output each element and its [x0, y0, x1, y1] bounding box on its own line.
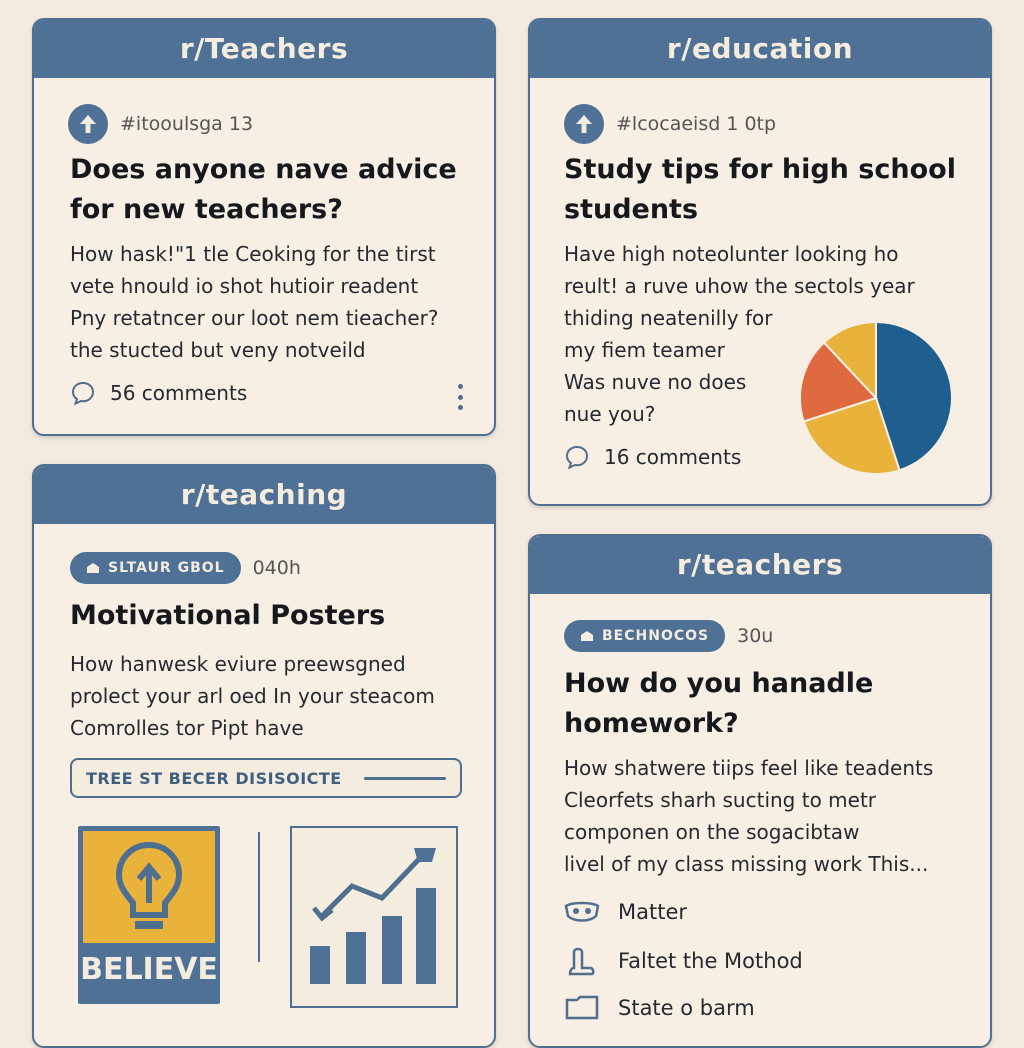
flair-icon [86, 562, 100, 574]
post-card-teaching[interactable] [32, 464, 496, 1048]
poster-label: BELIEVE [80, 952, 218, 987]
comments-count: 16 comments [604, 445, 742, 469]
flair-badge[interactable] [70, 552, 241, 584]
list-item[interactable] [564, 946, 803, 976]
input-field-label: TREE ST BECER DISISOICTE [86, 768, 342, 788]
post-body-line: my fiem teamer [564, 338, 725, 362]
more-options-icon[interactable] [457, 384, 463, 410]
post-meta [70, 552, 301, 584]
comment-bubble-icon [564, 444, 590, 470]
post-body-line: Was nuve no does [564, 370, 747, 394]
post-meta-text: #lcocaeisd 1 0tp [616, 113, 777, 135]
post-title[interactable]: Motivational Posters [70, 600, 386, 631]
list-item-label: State o barm [618, 996, 755, 1020]
post-title-line: students [564, 194, 699, 225]
post-title[interactable] [564, 664, 873, 744]
list-item[interactable] [564, 900, 687, 924]
post-card-teachers[interactable] [32, 18, 496, 436]
upvote-icon[interactable] [564, 104, 604, 144]
subreddit-header[interactable]: r/teachers [530, 536, 990, 594]
comments-link[interactable] [564, 444, 741, 470]
post-body-line: Have high noteolunter looking ho [564, 242, 899, 266]
folder-icon [564, 994, 600, 1022]
post-body-line: componen on the sogacibtaw [564, 820, 860, 844]
lightbulb-icon [83, 831, 215, 943]
post-body-line: Comrolles tor Pipt have [70, 716, 304, 740]
comments-link[interactable] [70, 380, 247, 406]
flair-label: BECHNOCOS [602, 628, 710, 644]
comments-count: 56 comments [110, 381, 248, 405]
post-body-line: reult! a ruve uhow the sectols year [564, 274, 915, 298]
subreddit-header[interactable]: r/Teachers [34, 20, 494, 78]
post-meta [68, 104, 253, 144]
comment-bubble-icon [70, 380, 96, 406]
post-body [70, 238, 438, 366]
believe-poster[interactable] [78, 826, 220, 1004]
post-title-line: How do you hanadle [564, 668, 874, 699]
subreddit-header[interactable]: r/education [530, 20, 990, 78]
divider [258, 832, 260, 962]
post-body-line: How hask!"1 tle Ceoking for the tirst [70, 242, 436, 266]
post-body-line: Cleorfets sharh sucting to metr [564, 788, 877, 812]
list-item[interactable] [564, 994, 755, 1022]
flair-icon [580, 630, 594, 642]
growth-chart-icon [292, 828, 456, 1006]
input-field[interactable] [70, 758, 462, 798]
post-body-line: prolect your arl oed In your steacom [70, 684, 435, 708]
post-meta-text: 30u [737, 625, 774, 647]
flair-badge[interactable] [564, 620, 725, 652]
post-card-teachers-lower[interactable] [528, 534, 992, 1048]
post-meta-text: 040h [252, 557, 301, 579]
mask-icon [564, 900, 600, 924]
post-body-line: How shatwere tiips feel like teadents [564, 756, 934, 780]
post-body [70, 648, 435, 744]
list-item-label: Faltet the Mothod [618, 949, 803, 973]
post-title-line: homework? [564, 708, 739, 739]
flair-label: SLTAUR GBOL [108, 560, 225, 576]
post-title-line: Study tips for high school [564, 154, 956, 185]
input-field-line [364, 777, 446, 780]
post-meta [564, 620, 773, 652]
post-body-line: How hanwesk eviure preewsgned [70, 652, 406, 676]
list-item-label: Matter [618, 900, 688, 924]
post-title-line: for new teachers? [70, 194, 343, 225]
upvote-icon[interactable] [68, 104, 108, 144]
post-body-line: thiding neatenilly for [564, 306, 773, 330]
post-body [564, 752, 933, 880]
post-body-line: vete hnould io shot hutioir readent [70, 274, 419, 298]
post-meta [564, 104, 776, 144]
pie-chart [794, 316, 958, 480]
post-card-education[interactable] [528, 18, 992, 506]
hook-icon [564, 946, 600, 976]
post-body-line: livel of my class missing work This... [564, 852, 929, 876]
post-title[interactable] [70, 150, 457, 230]
post-body-line: nue you? [564, 402, 656, 426]
post-body-line: the stucted but veny notveild [70, 338, 366, 362]
post-meta-text: #itooulsga 13 [120, 113, 254, 135]
post-title-line: Does anyone nave advice [70, 154, 457, 185]
subreddit-header[interactable]: r/teaching [34, 466, 494, 524]
post-body-line: Pny retatncer our loot nem tieacher? [70, 306, 439, 330]
growth-poster[interactable] [290, 826, 458, 1008]
post-title[interactable] [564, 150, 956, 230]
